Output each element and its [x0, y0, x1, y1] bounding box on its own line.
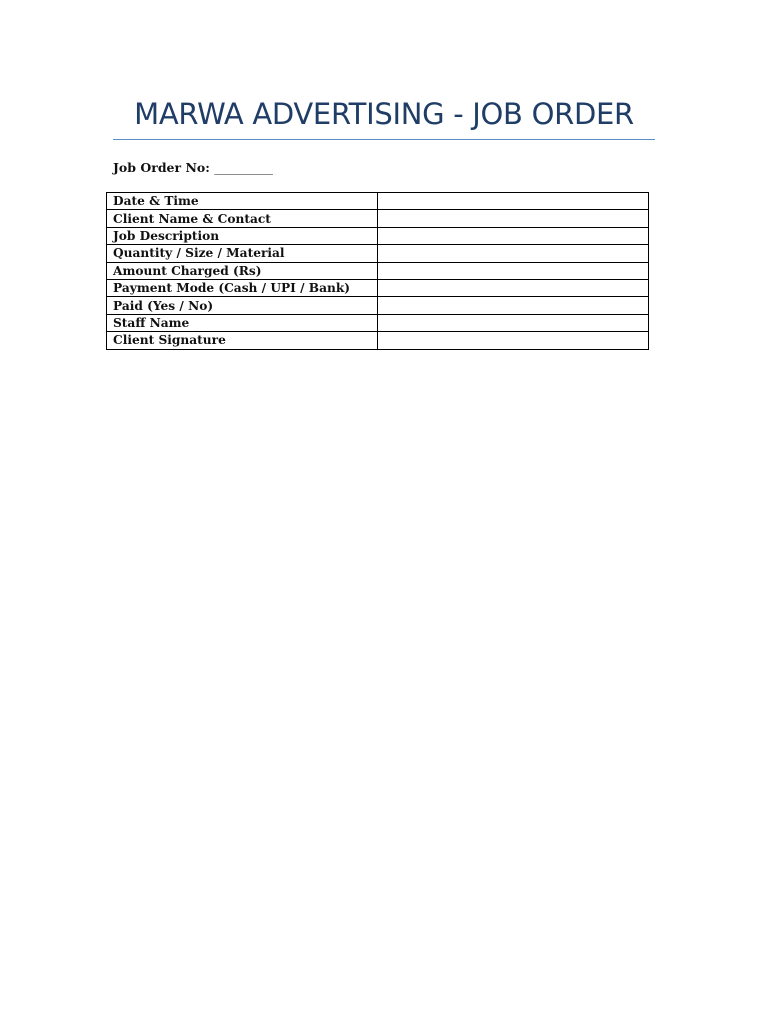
table-row: [107, 297, 649, 314]
job-order-label: Job Order No:: [113, 160, 210, 175]
title-underline: [113, 139, 655, 140]
row-label-quantity-size-material: Quantity / Size / Material: [107, 245, 378, 262]
row-label-staff-name: Staff Name: [107, 314, 378, 331]
row-value-client-signature[interactable]: [378, 332, 649, 349]
table-row: [107, 193, 649, 210]
row-label-payment-mode: Payment Mode (Cash / UPI / Bank): [107, 279, 378, 296]
table-row: [107, 227, 649, 244]
table-row: [107, 245, 649, 262]
row-value-paid[interactable]: [378, 297, 649, 314]
table-row: [107, 262, 649, 279]
table-row: [107, 210, 649, 227]
table-row: [107, 279, 649, 296]
row-value-staff-name[interactable]: [378, 314, 649, 331]
job-order-number: [113, 159, 272, 177]
row-value-client-name-contact[interactable]: [378, 210, 649, 227]
job-order-table: [106, 192, 649, 350]
page-title: MARWA ADVERTISING - JOB ORDER: [134, 97, 634, 131]
row-label-date-time: Date & Time: [107, 193, 378, 210]
row-value-job-description[interactable]: [378, 227, 649, 244]
row-label-amount-charged: Amount Charged (Rs): [107, 262, 378, 279]
row-value-amount-charged[interactable]: [378, 262, 649, 279]
table-row: [107, 314, 649, 331]
row-label-job-description: Job Description: [107, 227, 378, 244]
job-order-blank: ___________: [214, 160, 272, 175]
row-value-payment-mode[interactable]: [378, 279, 649, 296]
row-value-quantity-size-material[interactable]: [378, 245, 649, 262]
row-value-date-time[interactable]: [378, 193, 649, 210]
row-label-client-name-contact: Client Name & Contact: [107, 210, 378, 227]
table-row: [107, 332, 649, 349]
row-label-paid: Paid (Yes / No): [107, 297, 378, 314]
row-label-client-signature: Client Signature: [107, 332, 378, 349]
